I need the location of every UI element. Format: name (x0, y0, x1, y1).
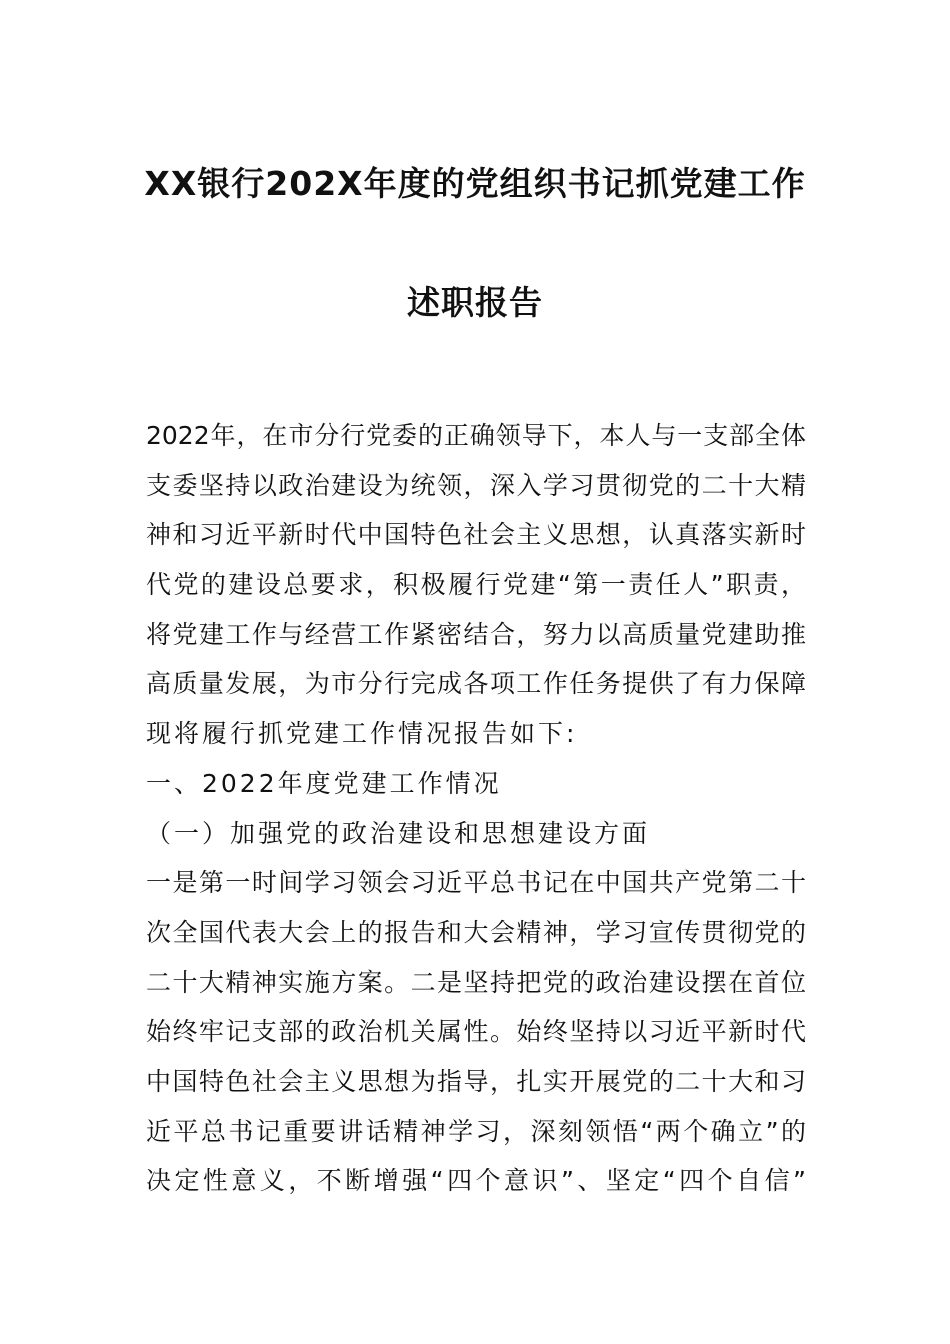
body-text-line: 现将履行抓党建工作情况报告如下: (146, 719, 578, 749)
body-text-line: 支委坚持以政治建设为统领，深入学习贯彻党的二十大精 (146, 470, 806, 500)
body-text-line: 始终牢记支部的政治机关属性。始终坚持以习近平新时代 (146, 1017, 806, 1047)
body-text-line: 2022年，在市分行党委的正确领导下，本人与一支部全体 (146, 421, 806, 450)
body-text-line: 近平总书记重要讲话精神学习，深刻领悟“两个确立”的 (146, 1116, 806, 1146)
body-text-line: 一、2022年度党建工作情况 (146, 768, 502, 798)
body-text-line: 高质量发展，为市分行完成各项工作任务提供了有力保障 (146, 669, 806, 699)
body-text-line: 神和习近平新时代中国特色社会主义思想，认真落实新时 (146, 520, 806, 550)
document-title-line-2: 述职报告 (407, 283, 543, 322)
body-text-line: 代党的建设总要求，积极履行党建“第一责任人”职责， (146, 570, 806, 600)
body-text-line: 决定性意义，不断增强“四个意识”、坚定“四个自信” (146, 1166, 806, 1196)
body-text-line: 次全国代表大会上的报告和大会精神，学习宣传贯彻党的 (146, 917, 806, 947)
document-body (146, 411, 806, 1206)
body-text-line: 中国特色社会主义思想为指导，扎实开展党的二十大和习 (146, 1066, 806, 1096)
body-text-line: 将党建工作与经营工作紧密结合，努力以高质量党建助推 (146, 619, 806, 649)
document-title-line-1: XX银行202X年度的党组织书记抓党建工作 (144, 164, 806, 203)
body-text-line: （一）加强党的政治建设和思想建设方面 (146, 818, 651, 848)
body-text-line: 二十大精神实施方案。二是坚持把党的政治建设摆在首位 (146, 967, 806, 997)
body-text-line: 一是第一时间学习领会习近平总书记在中国共产党第二十 (146, 868, 806, 898)
